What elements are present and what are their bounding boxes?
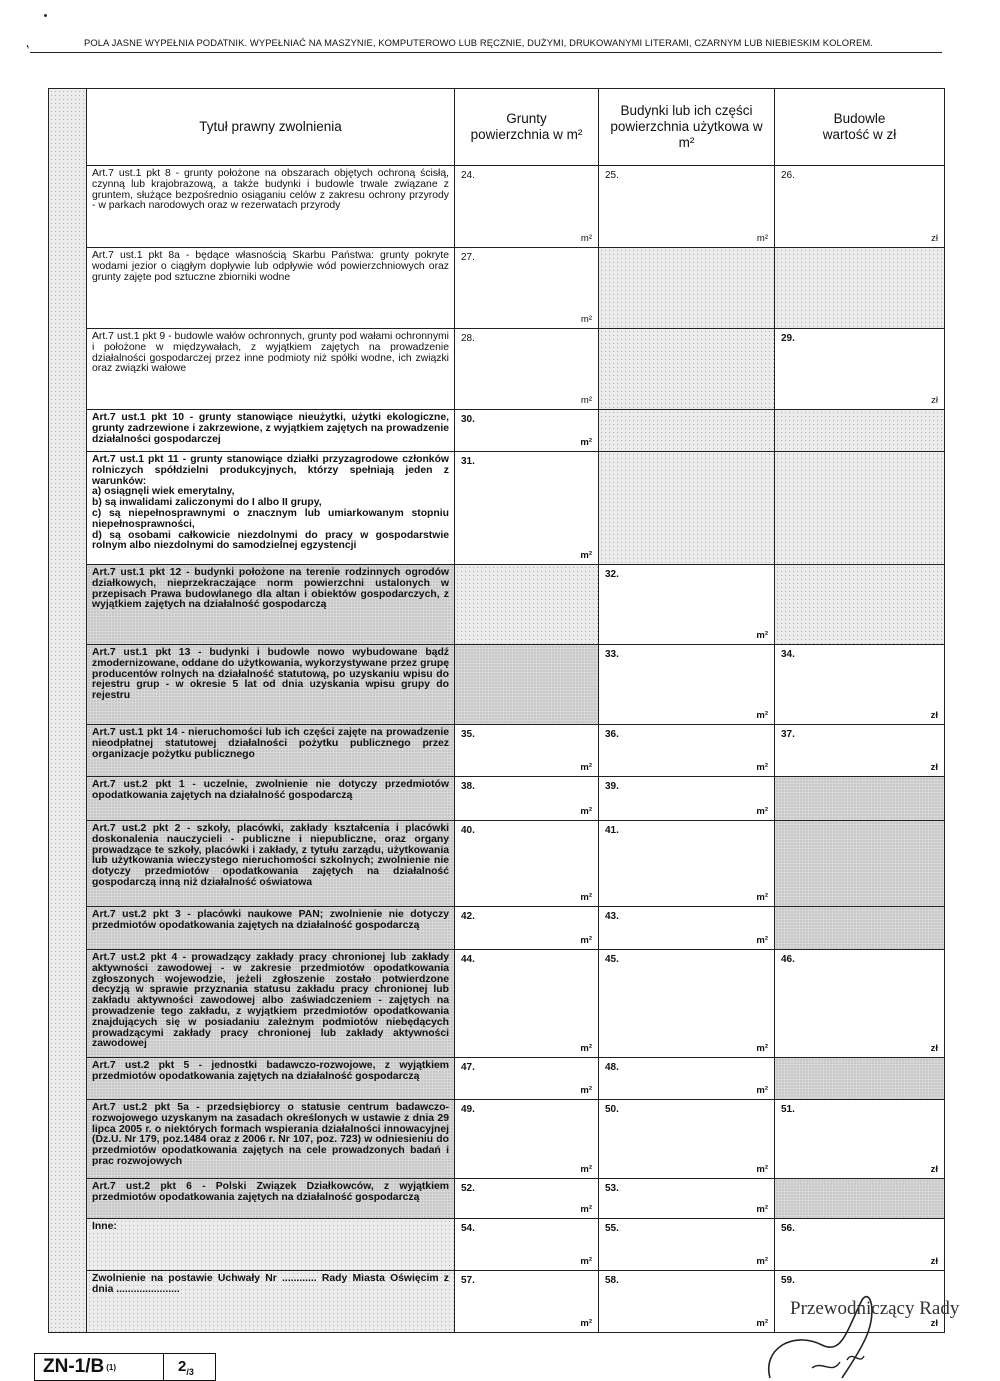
disabled-cell	[775, 1179, 945, 1219]
row-title: Art.7 ust.1 pkt 9 - budowle wałów ochronnych, grunty pod wałami ochronnymi i położone w międzywałach, z wyjątkiem zajętych na prowadzenie działalności gospodarczej przez inne podmioty niż spółki wodne, ich związki oraz związki wałowe	[87, 329, 455, 410]
row-title: Art.7 ust.1 pkt 13 - budynki i budowle nowo wybudowane bądź zmodernizowane, oddane do użytkowania, wykorzystywane przez grupę producentów rolnych na działalność statutową, po uzyskaniu wpisu do rejestru grup - w okresie 5 lat od dnia uzyskania wpisu grupy do rejestru	[87, 645, 455, 725]
field-57[interactable]: 57. m²	[455, 1271, 599, 1333]
field-48[interactable]: 48. m²	[599, 1058, 775, 1100]
disabled-cell	[775, 410, 945, 452]
row-title: Art.7 ust.1 pkt 14 - nieruchomości lub ich części zajęte na prowadzenie nieodpłatnej statutowej działalności pożytku publicznego przez organizacje pożytku publicznego	[87, 725, 455, 777]
exemption-table	[48, 88, 945, 1333]
field-56[interactable]: 56. zł	[775, 1219, 945, 1271]
field-38[interactable]: 38. m²	[455, 777, 599, 821]
field-49[interactable]: 49. m²	[455, 1100, 599, 1179]
row-title: Art.7 ust.2 pkt 5 - jednostki badawczo-rozwojowe, z wyjątkiem przedmiotów opodatkowania zajętych na działalność gospodarczą	[87, 1058, 455, 1100]
field-55[interactable]: 55. m²	[599, 1219, 775, 1271]
field-53[interactable]: 53. m²	[599, 1179, 775, 1219]
table-row	[49, 777, 945, 821]
table-row	[49, 565, 945, 645]
disabled-cell	[599, 248, 775, 329]
disabled-cell	[775, 821, 945, 907]
disabled-cell	[775, 907, 945, 950]
row-title: Art.7 ust.2 pkt 3 - placówki naukowe PAN; zwolnienie nie dotyczy przedmiotów opodatkowania zajętych na działalność gospodarczą	[87, 907, 455, 950]
table-row	[49, 1219, 945, 1271]
table-row	[49, 329, 945, 410]
field-34[interactable]: 34. zł	[775, 645, 945, 725]
row-title: Art.7 ust.1 pkt 10 - grunty stanowiące nieużytki, użytki ekologiczne, grunty zadrzewione i zakrzewione, z wyjątkiem zajętych na prowadzenie działalności gospodarczej	[87, 410, 455, 452]
disabled-cell	[775, 777, 945, 821]
field-41[interactable]: 41. m²	[599, 821, 775, 907]
field-35[interactable]: 35. m²	[455, 725, 599, 777]
table-row	[49, 248, 945, 329]
row-title-resolution: Zwolnienie na postawie Uchwały Nr ............ Rady Miasta Oświęcim z dnia ......................	[87, 1271, 455, 1333]
header-rule	[30, 52, 942, 53]
scan-mark-dot	[44, 14, 47, 17]
table-row	[49, 725, 945, 777]
header-land: Grunty powierzchnia w m²	[455, 89, 599, 166]
disabled-cell	[775, 565, 945, 645]
disabled-cell	[455, 645, 599, 725]
row-title: Art.7 ust.1 pkt 12 - budynki położone na terenie rodzinnych ogrodów działkowych, nieprzekraczające norm powierzchni ustalonych w przepisach Prawa budowlanego dla altan i obiektów gospodarczych, z wyjątkiem zajętych na działalność gospodarczą	[87, 565, 455, 645]
field-27[interactable]: 27. m²	[455, 248, 599, 329]
scan-mark: ,	[21, 33, 31, 51]
field-33[interactable]: 33. m²	[599, 645, 775, 725]
field-30[interactable]: 30. m²	[455, 410, 599, 452]
form-code: ZN-1/B (1)	[35, 1354, 164, 1380]
header-buildings: Budynki lub ich części powierzchnia użytkowa w m²	[599, 89, 775, 166]
field-39[interactable]: 39. m²	[599, 777, 775, 821]
row-title-other: Inne:	[87, 1219, 455, 1271]
disabled-cell	[455, 565, 599, 645]
row-title: Art.7 ust.1 pkt 11 - grunty stanowiące działki przyzagrodowe członków rolniczych spółdzielni produkcyjnych, którzy spełniają jeden z warunków: a) osiągnęli wiek emerytalny, b) są inwalidami zaliczonymi do I albo II grupy, c) są niepełnosprawnymi o znacznym lub umiarkowanym stopniu niepełnosprawności, d) są osobami całkowicie niezdolnymi do pracy w gospodarstwie rolnym albo niezdolnymi do samodzielnej egzystencji	[87, 452, 455, 565]
row-title: Art.7 ust.2 pkt 4 - prowadzący zakłady pracy chronionej lub zakłady aktywności zawodowej - w zakresie przedmiotów opodatkowania zgłoszonych wojewodzie, jeżeli zgłoszenie zostało potwierdzone decyzją w sprawie przyznania statusu zakładu pracy chronionej lub zakładu aktywności zawodowej albo zaświadczeniem - zajętych na prowadzenie tego zakładu, z wyjątkiem przedmiotów opodatkowania znajdujących się w posiadaniu zależnym podmiotów niebędących prowadzącymi zakłady pracy chronionej lub zakłady aktywności zawodowej	[87, 950, 455, 1058]
table-row	[49, 645, 945, 725]
field-58[interactable]: 58. m²	[599, 1271, 775, 1333]
field-46[interactable]: 46. zł	[775, 950, 945, 1058]
table-row	[49, 452, 945, 565]
field-42[interactable]: 42. m²	[455, 907, 599, 950]
row-title: Art.7 ust.2 pkt 1 - uczelnie, zwolnienie nie dotyczy przedmiotów opodatkowania zajętych na działalność gospodarczą	[87, 777, 455, 821]
field-31[interactable]: 31. m²	[455, 452, 599, 565]
page-number: $2_{/3}$	[178, 1357, 194, 1377]
header-note: POLA JASNE WYPEŁNIA PODATNIK. WYPEŁNIAĆ NA MASZYNIE, KOMPUTEROWO LUB RĘCZNIE, DUŻYMI, DRUKOWANYMI LITERAMI, CZARNYM LUB NIEBIESKIM KOLOREM.	[84, 37, 874, 48]
field-52[interactable]: 52. m²	[455, 1179, 599, 1219]
field-32[interactable]: 32. m²	[599, 565, 775, 645]
row-title: Art.7 ust.1 pkt 8 - grunty położone na obszarach objętych ochroną ścisłą, czynną lub krajobrazową, a także budynki i budowle trwale związane z gruntem, służące bezpośrednio osiąganiu celów z zakresu ochrony przyrody - w parkach narodowych oraz w rezerwatach przyrody	[87, 166, 455, 248]
field-29[interactable]: 29. zł	[775, 329, 945, 410]
disabled-cell	[775, 1058, 945, 1100]
row-title: Art.7 ust.2 pkt 5a - przedsiębiorcy o statusie centrum badawczo-rozwojowego uzyskanym na zasadach określonych w ustawie z dnia 29 lipca 2005 r. o niektórych formach wspierania działalności innowacyjnej (Dz.U. Nr 179, poz.1484 oraz z 2006 r. Nr 107, poz. 723) w odniesieniu do przedmiotów opodatkowania zajętych na cele prowadzonych badań i prac rozwojowych	[87, 1100, 455, 1179]
form-footer	[34, 1353, 216, 1381]
table-row	[49, 1058, 945, 1100]
table-row	[49, 410, 945, 452]
field-44[interactable]: 44. m²	[455, 950, 599, 1058]
disabled-cell	[599, 329, 775, 410]
field-37[interactable]: 37. zł	[775, 725, 945, 777]
row-title: Art.7 ust.2 pkt 6 - Polski Związek Działkowców, z wyjątkiem przedmiotów opodatkowania zajętych na działalność gospodarczą	[87, 1179, 455, 1219]
table-row	[49, 1179, 945, 1219]
field-24[interactable]: 24. m²	[455, 166, 599, 248]
disabled-cell	[775, 248, 945, 329]
table-row	[49, 821, 945, 907]
field-25[interactable]: 25. m²	[599, 166, 775, 248]
table-header-row	[49, 89, 945, 166]
disabled-cell	[599, 452, 775, 565]
field-40[interactable]: 40. m²	[455, 821, 599, 907]
field-54[interactable]: 54. m²	[455, 1219, 599, 1271]
field-51[interactable]: 51. zł	[775, 1100, 945, 1179]
field-36[interactable]: 36. m²	[599, 725, 775, 777]
table-row	[49, 907, 945, 950]
disabled-cell	[775, 452, 945, 565]
row-title: Art.7 ust.2 pkt 2 - szkoły, placówki, zakłady kształcenia i placówki doskonalenia nauczycieli - publiczne i niepubliczne, oraz organy prowadzące te szkoły, placówki i zakłady, z tytułu zarządu, użytkowania lub użytkowania wieczystego nieruchomości szkolnych; zwolnienie nie dotyczy przedmiotów opodatkowania zajętych na działalność gospodarczą inną niż działalność oświatowa	[87, 821, 455, 907]
row-title: Art.7 ust.1 pkt 8a - będące własnością Skarbu Państwa: grunty pokryte wodami jezior o ciągłym dopływie lub odpływie wód powierzchniowych oraz grunty zajęte pod sztuczne zbiorniki wodne	[87, 248, 455, 329]
field-59[interactable]: 59. zł	[775, 1271, 945, 1333]
field-26[interactable]: 26. zł	[775, 166, 945, 248]
chairman-stamp: Przewodniczący Rady	[790, 1298, 960, 1319]
table-row	[49, 166, 945, 248]
field-50[interactable]: 50. m²	[599, 1100, 775, 1179]
field-43[interactable]: 43. m²	[599, 907, 775, 950]
disabled-cell	[599, 410, 775, 452]
left-margin-column	[49, 89, 87, 1333]
field-28[interactable]: 28. m²	[455, 329, 599, 410]
header-title: Tytuł prawny zwolnienia	[87, 89, 455, 166]
field-45[interactable]: 45. m²	[599, 950, 775, 1058]
field-47[interactable]: 47. m²	[455, 1058, 599, 1100]
table-row	[49, 950, 945, 1058]
header-structures: Budowle wartość w zł	[775, 89, 945, 166]
table-row	[49, 1100, 945, 1179]
